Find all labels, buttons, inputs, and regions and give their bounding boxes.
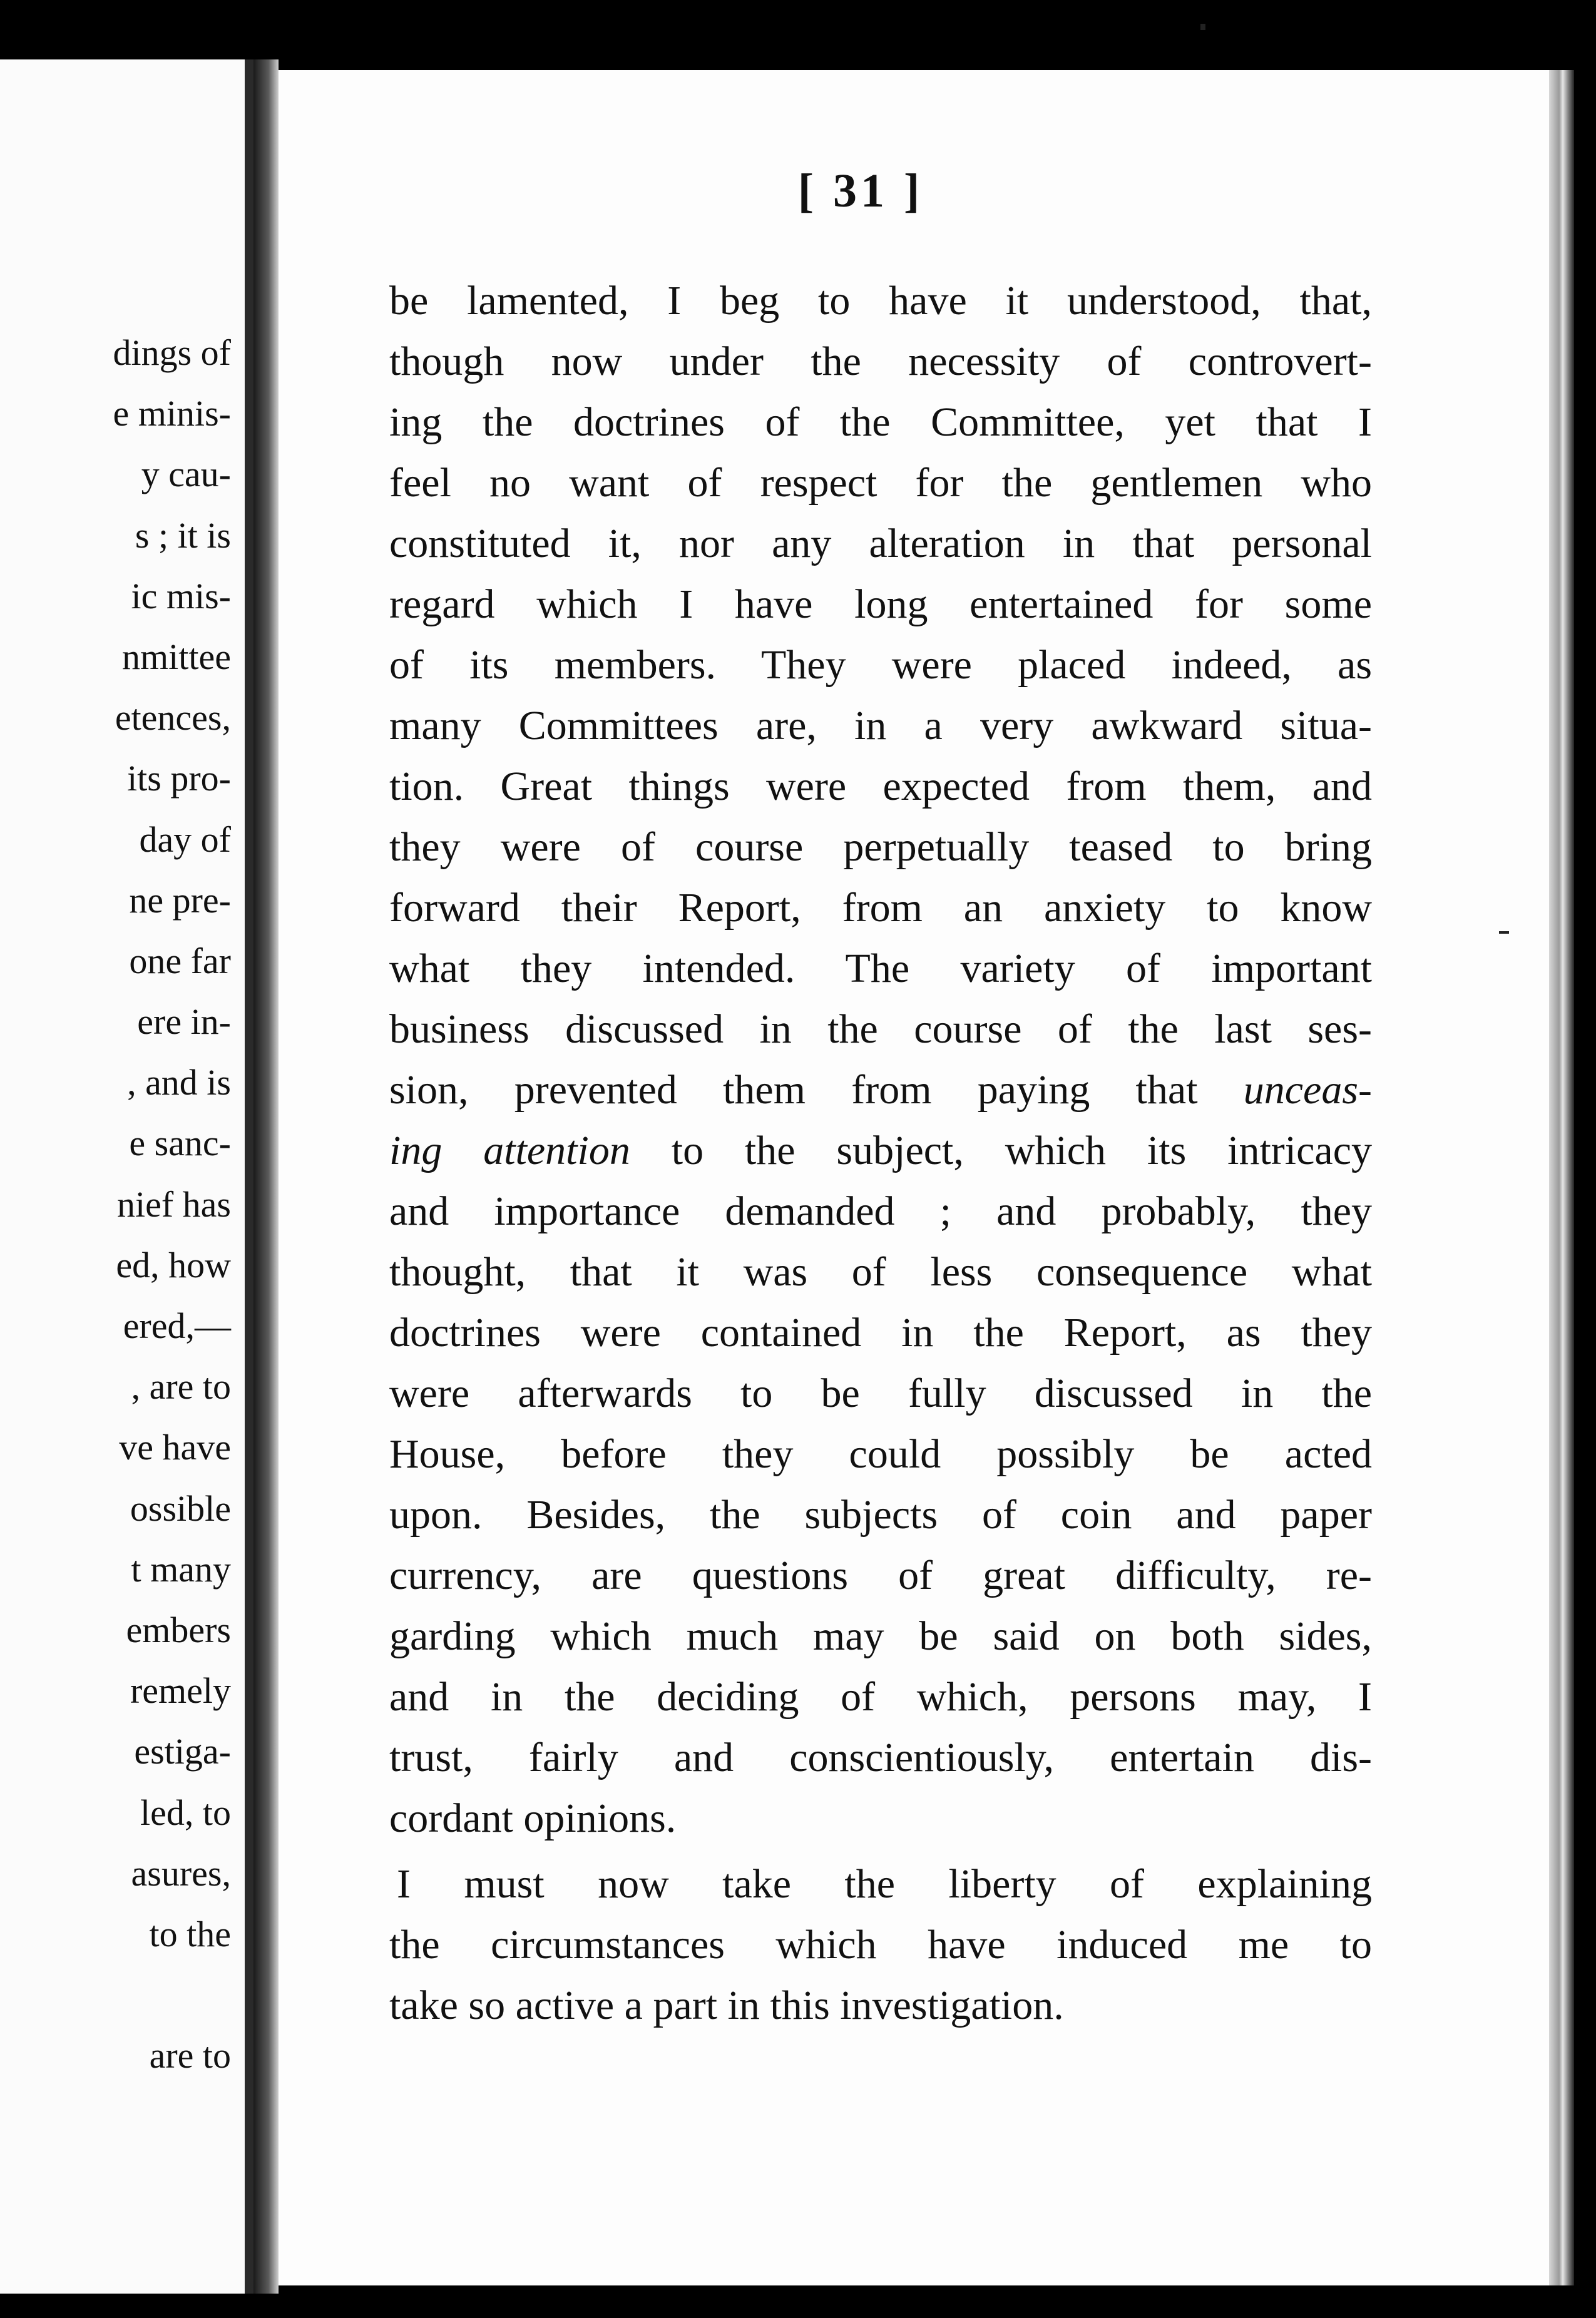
text-line: House, before they could possibly be acted <box>389 1431 1372 1477</box>
italic-text-segment: ing attention <box>389 1128 630 1173</box>
text-line: thought, that it was of less consequence what <box>389 1249 1372 1295</box>
left-fragment: its pro- <box>127 758 231 799</box>
left-fragment: ed, how <box>116 1244 231 1285</box>
text-line: regard which I have long entertained for some <box>389 581 1372 627</box>
text-line: many Committees are, in a very awkward situa- <box>389 703 1372 748</box>
text-line: they were of course perpetually teased to bring <box>389 824 1372 870</box>
text-line: and in the deciding of which, persons may, I <box>389 1674 1372 1720</box>
left-fragment: day of <box>139 819 231 860</box>
left-fragment: , and is <box>127 1062 231 1103</box>
left-fragment: asures, <box>131 1852 231 1894</box>
page-body-text <box>389 270 1372 2036</box>
left-fragment: dings of <box>113 332 231 373</box>
text-segment: sion, prevented them from paying that <box>389 1067 1244 1113</box>
text-line: feel no want of respect for the gentlemen who <box>389 460 1372 506</box>
text-line-with-italic <box>389 1059 1372 1120</box>
left-fragment: ered,— <box>123 1305 231 1346</box>
text-line: trust, fairly and conscientiously, entertain dis- <box>389 1735 1372 1780</box>
left-fragment: etences, <box>115 697 231 738</box>
text-segment: to the subject, which its intricacy <box>630 1128 1373 1173</box>
left-fragment: ossible <box>130 1488 231 1529</box>
left-fragment: ere in- <box>137 1001 231 1043</box>
left-fragment: are to <box>149 2035 231 2076</box>
left-fragment: t many <box>131 1548 231 1590</box>
book-gutter-shadow <box>253 59 279 2294</box>
left-fragment <box>0 1964 231 2025</box>
left-fragment: one far <box>129 940 231 981</box>
text-line: cordant opinions. <box>389 1795 677 1841</box>
left-fragment: to the <box>149 1913 231 1954</box>
left-fragment: ne pre- <box>129 879 231 921</box>
text-line: ing the doctrines of the Committee, yet that I <box>389 399 1372 445</box>
left-fragment: y cau- <box>141 454 231 495</box>
left-fragment: estiga- <box>134 1731 231 1772</box>
left-fragment: embers <box>126 1609 231 1650</box>
left-page-text <box>0 322 231 2086</box>
left-fragment: e sanc- <box>129 1123 231 1164</box>
text-line: of its members. They were placed indeed, as <box>389 642 1372 688</box>
text-line: and importance demanded ; and probably, they <box>389 1188 1372 1234</box>
text-line: business discussed in the course of the last ses- <box>389 1006 1372 1052</box>
text-line: forward their Report, from an anxiety to know <box>389 885 1372 931</box>
text-line: constituted it, nor any alteration in that personal <box>389 521 1372 566</box>
text-line: upon. Besides, the subjects of coin and paper <box>389 1492 1372 1538</box>
left-facing-page <box>0 59 253 2294</box>
text-line: take so active a part in this investigation. <box>389 1983 1064 2028</box>
text-line: garding which much may be said on both sides, <box>389 1613 1372 1659</box>
scan-speck <box>1200 24 1205 30</box>
text-line: I must now take the liberty of explaining <box>397 1861 1372 1907</box>
scan-speck <box>1499 931 1509 934</box>
left-fragment: led, to <box>140 1792 231 1833</box>
text-line: were afterwards to be fully discussed in the <box>389 1371 1372 1416</box>
left-fragment: nmittee <box>122 636 231 677</box>
text-line: though now under the necessity of controvert- <box>389 339 1372 384</box>
italic-text-segment: unceas- <box>1243 1067 1372 1113</box>
text-line: tion. Great things were expected from them, and <box>389 763 1372 809</box>
page-number: [ 31 ] <box>797 165 924 217</box>
left-fragment: nief has <box>117 1183 231 1225</box>
left-fragment: s ; it is <box>135 514 231 556</box>
left-fragment: ic mis- <box>131 575 231 616</box>
text-line: currency, are questions of great difficulty, re- <box>389 1553 1372 1598</box>
text-line-with-italic <box>389 1120 1372 1181</box>
left-fragment: , are to <box>131 1366 231 1407</box>
page-edge-stack <box>1549 70 1574 2285</box>
left-fragment: ve have <box>119 1427 231 1468</box>
paragraph-gap <box>389 1849 1372 1854</box>
text-line: the circumstances which have induced me to <box>389 1922 1372 1968</box>
left-fragment: remely <box>130 1670 231 1712</box>
text-line: be lamented, I beg to have it understood, that, <box>389 278 1372 324</box>
text-line: what they intended. The variety of important <box>389 946 1372 991</box>
left-fragment: e minis- <box>113 393 231 434</box>
text-line: doctrines were contained in the Report, as they <box>389 1310 1372 1356</box>
